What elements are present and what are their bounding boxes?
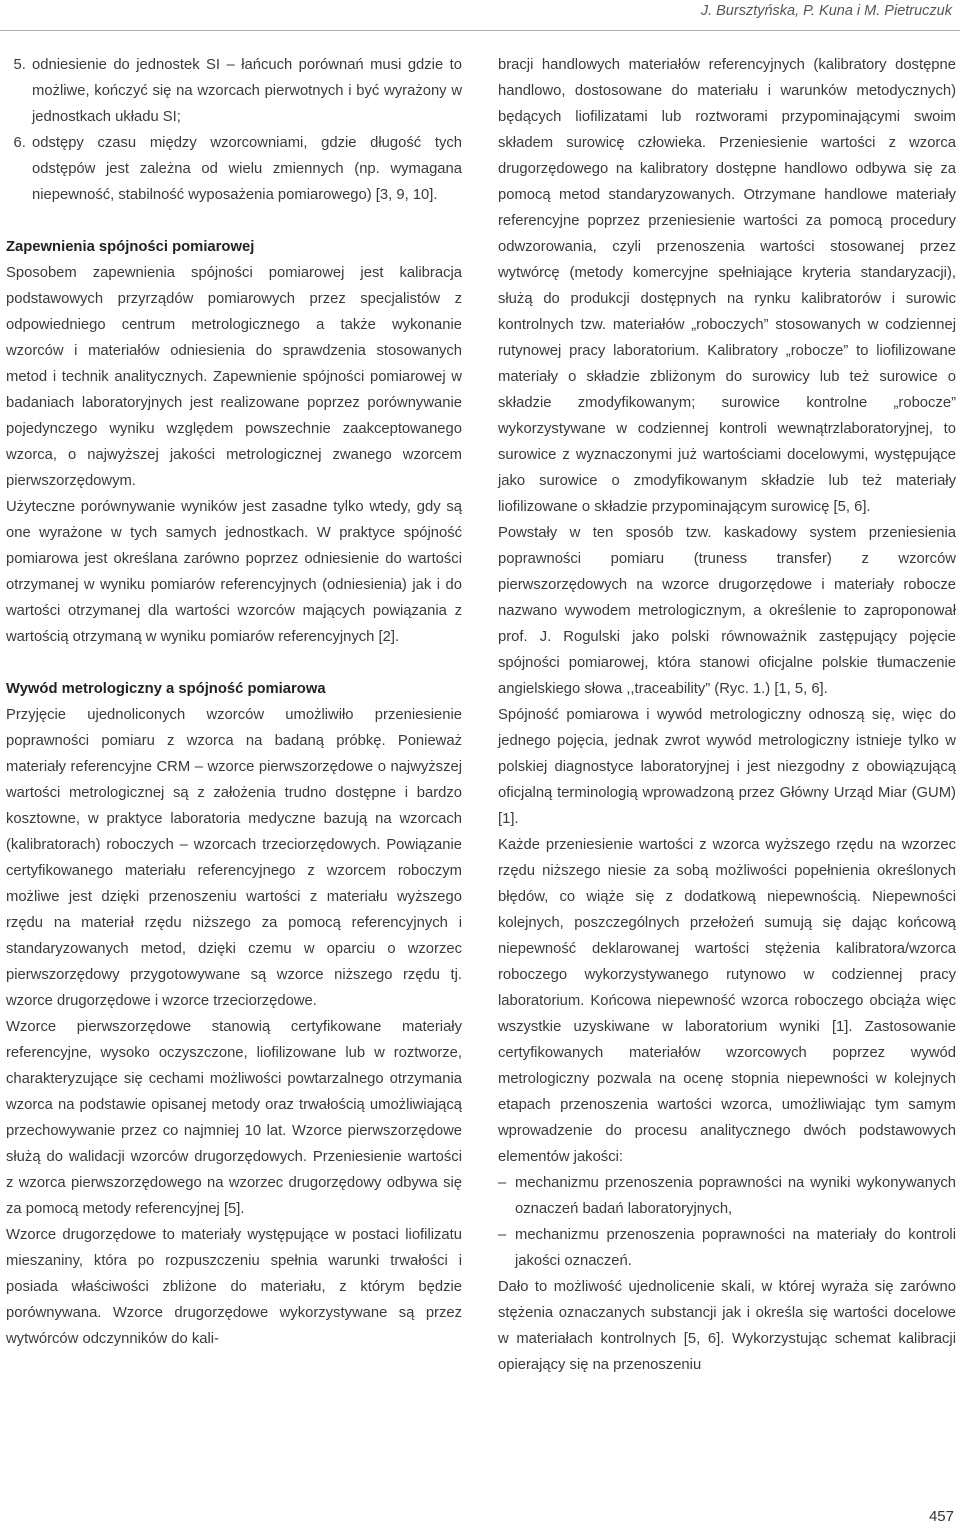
left-column xyxy=(6,52,462,1352)
section-heading-metrological-derivation: Wywód metrologiczny a spójność pomiarowa xyxy=(6,681,326,697)
list-item: – mechanizmu przenoszenia poprawności na materiały do kontroli jakości oznaczeń. xyxy=(498,1222,956,1274)
list-item: – mechanizmu przenoszenia poprawności na wyniki wykonywanych oznaczeń badań laboratoryjnych, xyxy=(498,1170,956,1222)
body-paragraph: Przyjęcie ujednoliconych wzorców umożliwiło przeniesienie poprawności pomiaru z wzorca na badaną próbkę. Ponieważ materiały referencyjne CRM – wzorce pierwszorzędowe o najwyższej wartości metrologicznej są z założenia trudno dostępne i bardzo kosztowne, w praktyce laboratoria medyczne bazują na wzorcach (kalibratorach) roboczych – wzorcach trzeciorzędowych. Powiązanie certyfikowanego materiału referencyjnego z wzorcem roboczym możliwe jest dzięki przenoszeniu wartości z materiału wyższego rzędu na materiał rzędu niższego za pomocą referencyjnych i standaryzowanych metod, dzięki czemu w oparciu o wzorzec pierwszorzędowy przygotowywane są wzorce niższego rzędu tj. wzorce drugorzędowe i wzorce trzeciorzędowe. xyxy=(6,707,462,1009)
quality-elements-list xyxy=(498,1170,956,1274)
running-head xyxy=(0,0,960,31)
list-item: 5. odniesienie do jednostek SI – łańcuch porównań musi gdzie to możliwe, kończyć się na wzorcach pierwotnych i być wyrażony w jednostkach układu SI; xyxy=(30,52,462,130)
right-column xyxy=(498,52,956,1378)
body-paragraph: Powstały w ten sposób tzw. kaskadowy system przeniesienia poprawności pomiaru (truness transfer) z wzorców pierwszorzędowych na wzorce drugorzędowe i materiały robocze nazwano wywodem metrologicznym, a określenie to zaproponował prof. J. Rogulski jako polski równoważnik zastępujący pojęcie spójności pomiarowej, która stanowi oficjalne polskie tłumaczenie angielskiego słowa ,,traceability” (Ryc. 1.) [1, 5, 6]. xyxy=(498,525,956,697)
body-paragraph: Dało to możliwość ujednolicenie skali, w której wyraża się zarówno stężenia oznaczanych substancji jak i określa się wartości docelowe w materiałach kontrolnych [5, 6]. Wykorzystując schemat kalibracji opierający się na przenoszeniu xyxy=(498,1279,956,1373)
body-paragraph: bracji handlowych materiałów referencyjnych (kalibratory dostępne handlowo, dostosowane do materiału i warunków metodycznych) będących liofilizatami lub roztworami przypominającymi swoim składem surowicę człowieka. Przeniesienie wartości z wzorca drugorzędowego na kalibratory dostępne handlowo odbywa się za pomocą metod standaryzowanych. Otrzymane handlowe materiały referencyjne poprzez przeniesienie wartości za pomocą procedury odwzorowania, czyli przenoszenia wartości stosowanej przez wytwórcę (metody komercyjne spełniające kryteria standaryzacji), służą do produkcji dostępnych na rynku kalibratorów i surowic kontrolnych tzw. materiałów „roboczych” stosowanych w codziennej rutynowej pracy laboratorium. Kalibratory „robocze” to liofilizowane materiały o składzie zbliżonym do surowicy lub też surowice o składzie zmodyfikowanym; surowice kontrolne „robocze” wykorzystywane w codziennej kontroli wewnątrzlaboratoryjnej, to surowice z wyznaczonymi już wartościami docelowymi, występujące jako surowice o zmodyfikowanym składzie lub też materiały liofilizowane o składzie przypominającym surowicę [5, 6]. xyxy=(498,57,956,515)
list-item: 6. odstępy czasu między wzorcowniami, gdzie długość tych odstępów jest zależna od wielu zmiennych (np. wymagana niepewność, stabilność wyposażenia pomiarowego) [3, 9, 10]. xyxy=(30,130,462,208)
requirements-list xyxy=(6,52,462,208)
body-paragraph: Sposobem zapewnienia spójności pomiarowej jest kalibracja podstawowych przyrządów pomiarowych przez specjalistów z odpowiedniego centrum metrologicznego a także wykonanie wzorców i materiałów odniesienia do sprawdzenia stosowanych metod i technik analitycznych. Zapewnienie spójności pomiarowej w badaniach laboratoryjnych jest realizowane poprzez porównywanie pojedynczego wyniku względem powszechnie zaakceptowanego wzorca, o najwyższej jakości metrologicznej zwanego wzorcem pierwszorzędowym. xyxy=(6,265,462,489)
body-paragraph: Wzorce drugorzędowe to materiały występujące w postaci liofilizatu mieszaniny, która po rozpuszczeniu spełnia warunki trwałości i posiada właściwości zbliżone do materiału, z którym będzie porównywana. Wzorce drugorzędowe wykorzystywane są przez wytwórców odczynników do kali- xyxy=(6,1227,462,1347)
body-paragraph: Wzorce pierwszorzędowe stanowią certyfikowane materiały referencyjne, wysoko oczyszczone, liofilizowane lub w roztworze, charakteryzujące się cechami możliwości powtarzalnego otrzymania wzorca na podstawie opisanej metody oraz trwałością umożliwiającą przechowywanie przez co najmniej 10 lat. Wzorce pierwszorzędowe służą do walidacji wzorców drugorzędowych. Przeniesienie wartości z wzorca pierwszorzędowego na wzorzec drugorzędowy odbywa się za pomocą metody referencyjnej [5]. xyxy=(6,1019,462,1217)
running-head-authors: J. Bursztyńska, P. Kuna i M. Pietruczuk xyxy=(700,3,952,19)
page-number: 457 xyxy=(928,1508,954,1525)
section-heading-traceability: Zapewnienia spójności pomiarowej xyxy=(6,239,255,255)
body-paragraph: Każde przeniesienie wartości z wzorca wyższego rzędu na wzorzec rzędu niższego niesie za sobą możliwości popełnienia określonych błędów, co wiąże się z dodatkową niepewnością. Niepewności kolejnych, poszczególnych przełożeń sumują się dając końcową niepewność deklarowanej wartości stężenia kalibratora/wzorca roboczego wykorzystywanego rutynowo w codziennej pracy laboratorium. Końcowa niepewność wzorca roboczego obciąża więc wszystkie uzyskiwane w laboratorium wyniki [1]. Zastosowanie certyfikowanych materiałów wzorcowych poprzez wywód metrologiczny pozwala na ocenę stopnia niepewności w kolejnych etapach przenoszenia wartości wzorca, umożliwiając tym samym wprowadzenie do procesu analitycznego dwóch podstawowych elementów jakości: xyxy=(498,837,956,1165)
body-paragraph: Spójność pomiarowa i wywód metrologiczny odnoszą się, więc do jednego pojęcia, jednak zwrot wywód metrologiczny istnieje tylko w polskiej diagnostyce laboratoryjnej i jest niezgodny z obowiązującą oficjalną terminologią wprowadzoną przez Główny Urząd Miar (GUM) [1]. xyxy=(498,707,956,827)
body-paragraph: Użyteczne porównywanie wyników jest zasadne tylko wtedy, gdy są one wyrażone w tych samych jednostkach. W praktyce spójność pomiarowa jest określana zarówno poprzez odniesienie do wartości otrzymanej w wyniku pomiarów referencyjnych (odniesienia) jak i do wartości otrzymanej dla wartości wzorców mających powiązania z wartością otrzymaną w wyniku pomiarów referencyjnych [2]. xyxy=(6,499,462,645)
